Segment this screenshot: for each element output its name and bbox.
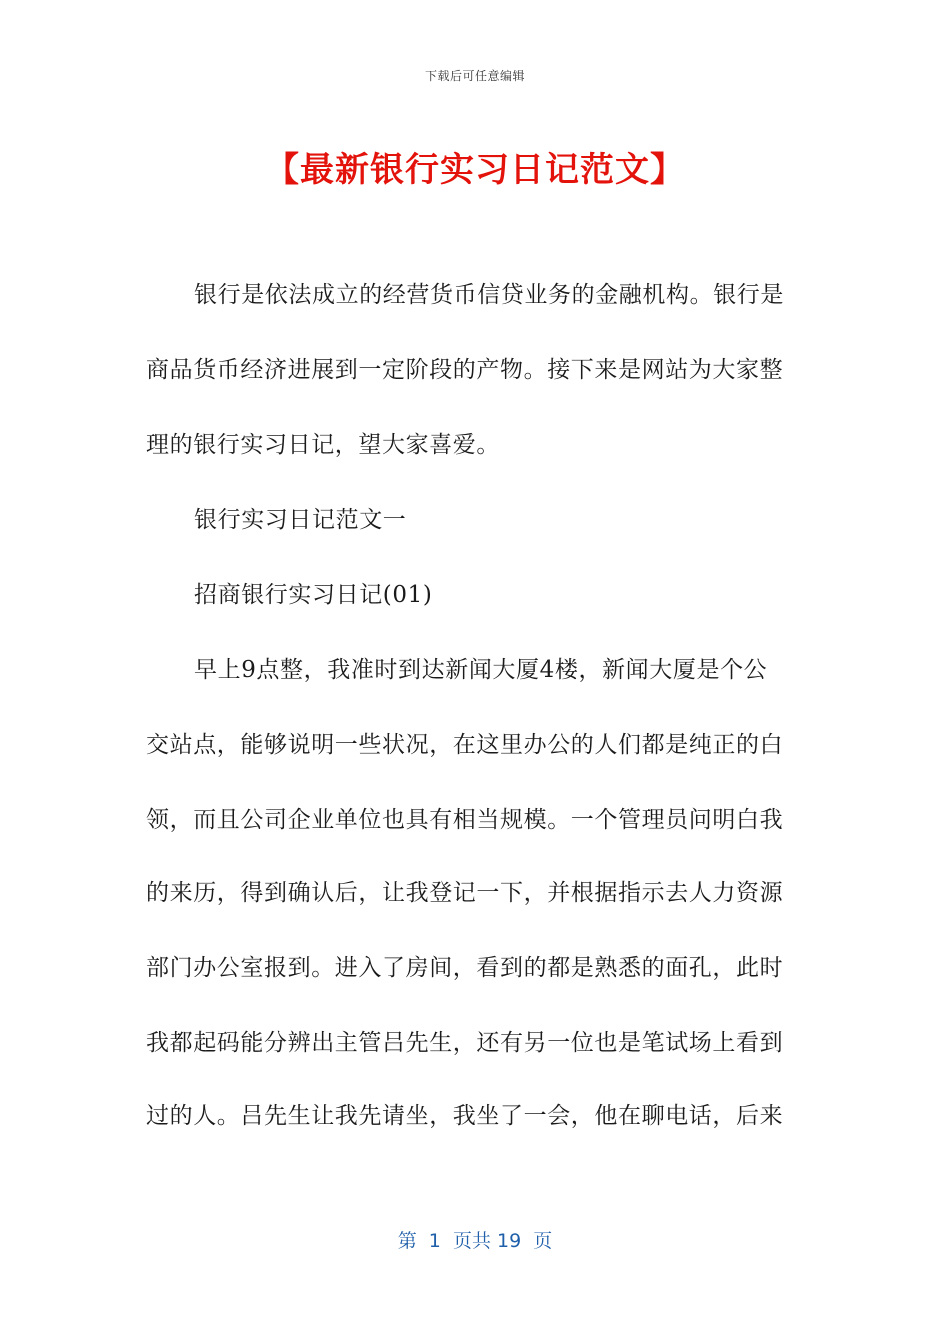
paragraph-line: 部门办公室报到。进入了房间，看到的都是熟悉的面孔，此时	[146, 955, 784, 981]
section-heading: 银行实习日记范文一	[194, 507, 407, 533]
paragraph-line: 早上9点整，我准时到达新闻大厦4楼，新闻大厦是个公	[194, 657, 768, 683]
paragraph-line: 商品货币经济进展到一定阶段的产物。接下来是网站为大家整	[146, 357, 784, 383]
header-note: 下载后可任意编辑	[424, 69, 525, 83]
paragraph-line: 过的人。吕先生让我先请坐，我坐了一会，他在聊电话，后来	[146, 1103, 784, 1129]
paragraph-line: 的来历，得到确认后，让我登记一下，并根据指示去人力资源	[146, 880, 784, 906]
paragraph-line: 我都起码能分辨出主管吕先生，还有另一位也是笔试场上看到	[146, 1030, 784, 1056]
diary-heading: 招商银行实习日记(01)	[194, 582, 433, 608]
paragraph-line: 银行是依法成立的经营货币信贷业务的金融机构。银行是	[194, 282, 784, 308]
paragraph-line: 交站点，能够说明一些状况，在这里办公的人们都是纯正的白	[146, 732, 784, 758]
paragraph-line: 理的银行实习日记，望大家喜爱。	[146, 432, 500, 458]
document-title: 【最新银行实习日记范文】	[265, 150, 685, 190]
page-number: 第 1 页共 19 页	[397, 1230, 553, 1252]
paragraph-line: 领，而且公司企业单位也具有相当规模。一个管理员问明白我	[146, 807, 784, 833]
